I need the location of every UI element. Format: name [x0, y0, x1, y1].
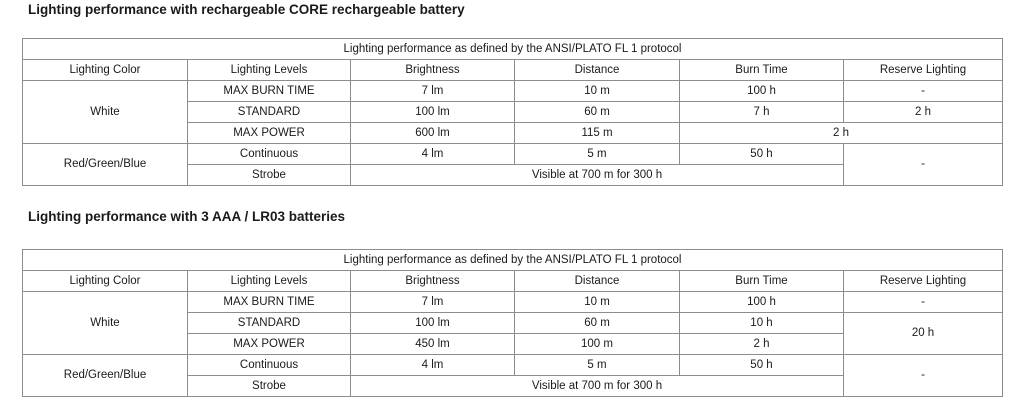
cell-reserve: -: [844, 292, 1003, 313]
cell-color-white: White: [23, 81, 188, 144]
cell-color-rgb: Red/Green/Blue: [23, 355, 188, 397]
cell-brightness: 100 lm: [351, 102, 515, 123]
cell-burn-time-reserve-merged: 2 h: [680, 123, 1003, 144]
row-white-max-burn-time: [23, 81, 1003, 102]
cell-burn-time: 100 h: [680, 292, 844, 313]
column-header-row: [23, 60, 1003, 81]
cell-burn-time: 10 h: [680, 313, 844, 334]
col-header-reserve-lighting: Reserve Lighting: [844, 60, 1003, 81]
col-header-brightness: Brightness: [351, 271, 515, 292]
cell-strobe-visibility: Visible at 700 m for 300 h: [351, 165, 844, 186]
col-header-distance: Distance: [515, 271, 680, 292]
cell-level: MAX POWER: [188, 334, 351, 355]
cell-distance: 100 m: [515, 334, 680, 355]
section-title-aaa-batteries: Lighting performance with 3 AAA / LR03 batteries: [28, 209, 346, 224]
col-header-distance: Distance: [515, 60, 680, 81]
cell-burn-time: 7 h: [680, 102, 844, 123]
cell-burn-time: 50 h: [680, 355, 844, 376]
cell-level: Continuous: [188, 144, 351, 165]
cell-brightness: 4 lm: [351, 355, 515, 376]
cell-brightness: 600 lm: [351, 123, 515, 144]
protocol-header-cell: Lighting performance as defined by the ANSI/PLATO FL 1 protocol: [23, 39, 1003, 60]
col-header-lighting-color: Lighting Color: [23, 271, 188, 292]
protocol-header-row: [23, 250, 1003, 271]
cell-brightness: 450 lm: [351, 334, 515, 355]
cell-level: Continuous: [188, 355, 351, 376]
protocol-header-row: [23, 39, 1003, 60]
cell-level: MAX BURN TIME: [188, 292, 351, 313]
cell-reserve-merged: -: [844, 144, 1003, 186]
col-header-lighting-levels: Lighting Levels: [188, 271, 351, 292]
row-white-max-burn-time: [23, 292, 1003, 313]
cell-brightness: 4 lm: [351, 144, 515, 165]
cell-burn-time: 100 h: [680, 81, 844, 102]
cell-brightness: 7 lm: [351, 81, 515, 102]
col-header-burn-time: Burn Time: [680, 271, 844, 292]
row-rgb-continuous: [23, 144, 1003, 165]
column-header-row: [23, 271, 1003, 292]
col-header-brightness: Brightness: [351, 60, 515, 81]
col-header-reserve-lighting: Reserve Lighting: [844, 271, 1003, 292]
protocol-header-cell: Lighting performance as defined by the ANSI/PLATO FL 1 protocol: [23, 250, 1003, 271]
cell-reserve: -: [844, 81, 1003, 102]
cell-color-white: White: [23, 292, 188, 355]
col-header-lighting-levels: Lighting Levels: [188, 60, 351, 81]
col-header-burn-time: Burn Time: [680, 60, 844, 81]
cell-distance: 60 m: [515, 313, 680, 334]
cell-distance: 10 m: [515, 81, 680, 102]
cell-distance: 5 m: [515, 144, 680, 165]
col-header-lighting-color: Lighting Color: [23, 60, 188, 81]
cell-level: Strobe: [188, 376, 351, 397]
cell-distance: 115 m: [515, 123, 680, 144]
row-rgb-continuous: [23, 355, 1003, 376]
cell-distance: 10 m: [515, 292, 680, 313]
cell-level: STANDARD: [188, 102, 351, 123]
spec-table-aaa-batteries: [22, 249, 1003, 397]
cell-reserve-merged: 20 h: [844, 313, 1003, 355]
cell-burn-time: 50 h: [680, 144, 844, 165]
cell-level: MAX POWER: [188, 123, 351, 144]
cell-strobe-visibility: Visible at 700 m for 300 h: [351, 376, 844, 397]
cell-brightness: 100 lm: [351, 313, 515, 334]
cell-level: STANDARD: [188, 313, 351, 334]
cell-burn-time: 2 h: [680, 334, 844, 355]
cell-distance: 5 m: [515, 355, 680, 376]
cell-level: Strobe: [188, 165, 351, 186]
cell-reserve: 2 h: [844, 102, 1003, 123]
cell-distance: 60 m: [515, 102, 680, 123]
cell-level: MAX BURN TIME: [188, 81, 351, 102]
section-title-core-battery: Lighting performance with rechargeable CORE rechargeable battery: [28, 2, 465, 17]
cell-reserve-merged: -: [844, 355, 1003, 397]
spec-table-core-battery: [22, 38, 1003, 186]
cell-color-rgb: Red/Green/Blue: [23, 144, 188, 186]
cell-brightness: 7 lm: [351, 292, 515, 313]
